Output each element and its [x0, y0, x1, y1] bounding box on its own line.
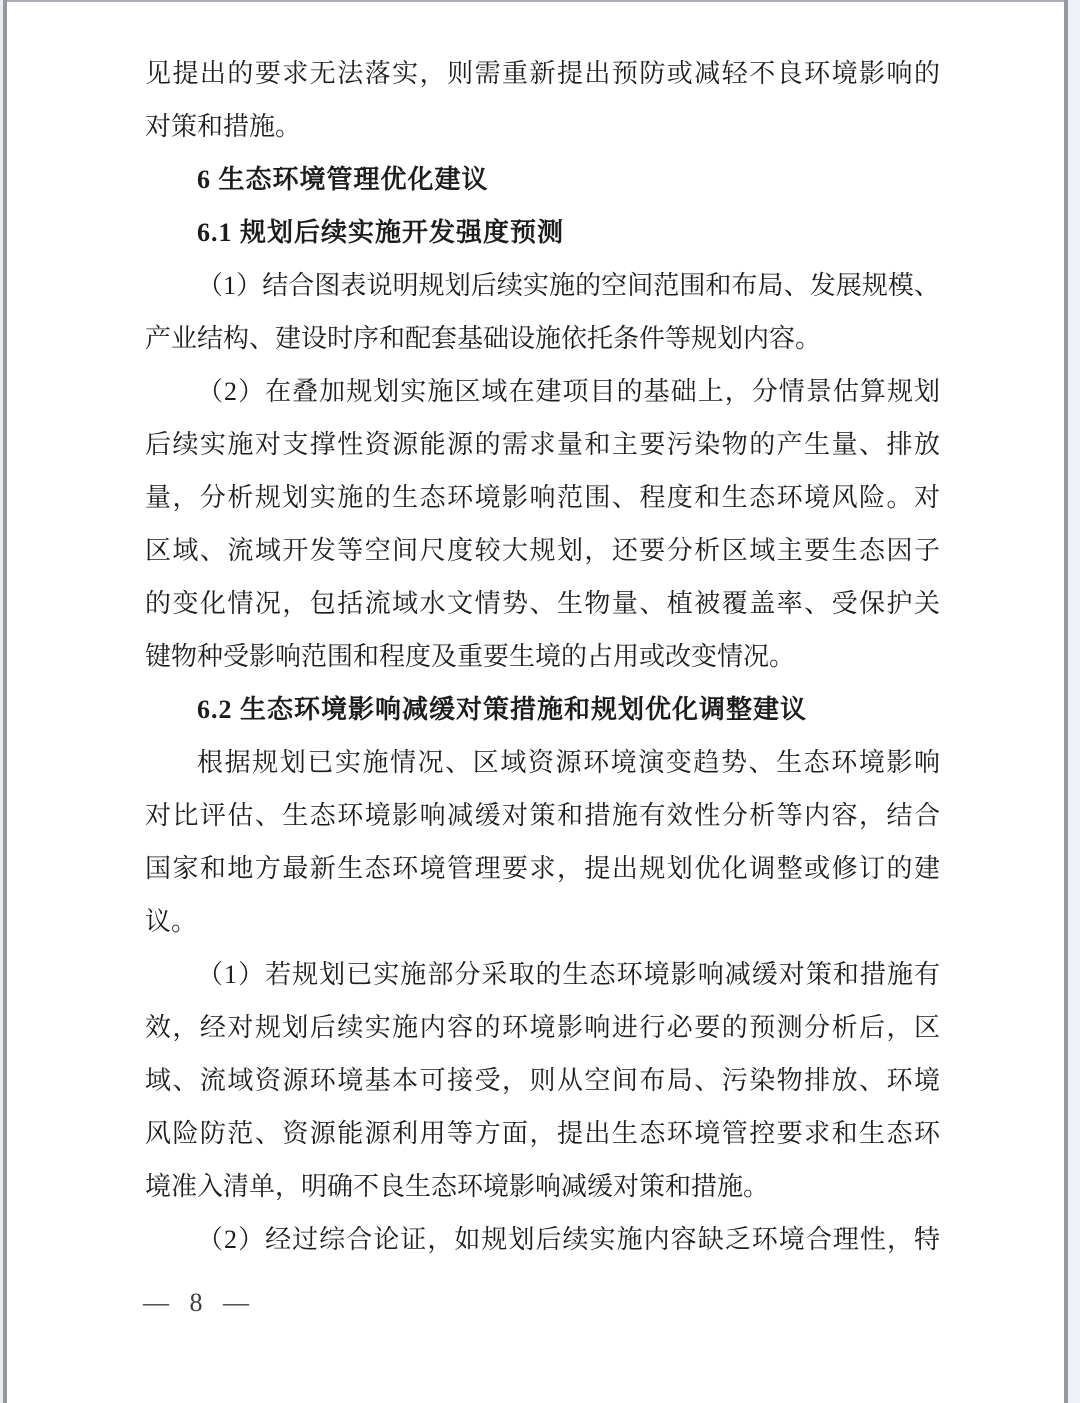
text-line: 效，经对规划后续实施内容的环境影响进行必要的预测分析后，区: [145, 1013, 940, 1042]
page-border-left: [3, 0, 7, 1403]
text-line: 量，分析规划实施的生态环境影响范围、程度和生态环境风险。对: [145, 483, 940, 512]
text-line: 区域、流域开发等空间尺度较大规划，还要分析区域主要生态因子: [145, 536, 940, 565]
text-line: 对策和措施。: [145, 112, 302, 141]
section-heading: 6 生态环境管理优化建议: [197, 165, 489, 194]
text-line: 产业结构、建设时序和配套基础设施依托条件等规划内容。: [145, 324, 822, 353]
page-number: — 8 —: [143, 1288, 251, 1317]
document-body: [145, 47, 940, 1266]
text-line: 的变化情况，包括流域水文情势、生物量、植被覆盖率、受保护关: [145, 589, 940, 618]
text-line: 根据规划已实施情况、区域资源环境演变趋势、生态环境影响: [197, 748, 940, 777]
page-margin-right: [1068, 0, 1080, 1403]
text-line: 见提出的要求无法落实，则需重新提出预防或减轻不良环境影响的: [145, 59, 940, 88]
text-line: 域、流域资源环境基本可接受，则从空间布局、污染物排放、环境: [145, 1066, 940, 1095]
section-heading: 6.2 生态环境影响减缓对策措施和规划优化调整建议: [197, 695, 808, 724]
text-line: 议。: [145, 907, 198, 936]
section-heading: 6.1 规划后续实施开发强度预测: [197, 218, 565, 247]
text-line: （2）经过综合论证，如规划后续实施内容缺乏环境合理性，特: [197, 1225, 940, 1254]
text-line: 对比评估、生态环境影响减缓对策和措施有效性分析等内容，结合: [145, 801, 940, 830]
text-line: （1）若规划已实施部分采取的生态环境影响减缓对策和措施有: [197, 960, 940, 989]
page-border-top: [0, 0, 1080, 2]
text-line: （1）结合图表说明规划后续实施的空间范围和布局、发展规模、: [197, 271, 940, 300]
text-line: 国家和地方最新生态环境管理要求，提出规划优化调整或修订的建: [145, 854, 940, 883]
text-line: 键物种受影响范围和程度及重要生境的占用或改变情况。: [145, 642, 796, 671]
text-line: 境准入清单，明确不良生态环境影响减缓对策和措施。: [145, 1172, 770, 1201]
text-line: （2）在叠加规划实施区域在建项目的基础上，分情景估算规划: [197, 377, 940, 406]
text-line: 后续实施对支撑性资源能源的需求量和主要污染物的产生量、排放: [145, 430, 940, 459]
text-line: 风险防范、资源能源利用等方面，提出生态环境管控要求和生态环: [145, 1119, 940, 1148]
